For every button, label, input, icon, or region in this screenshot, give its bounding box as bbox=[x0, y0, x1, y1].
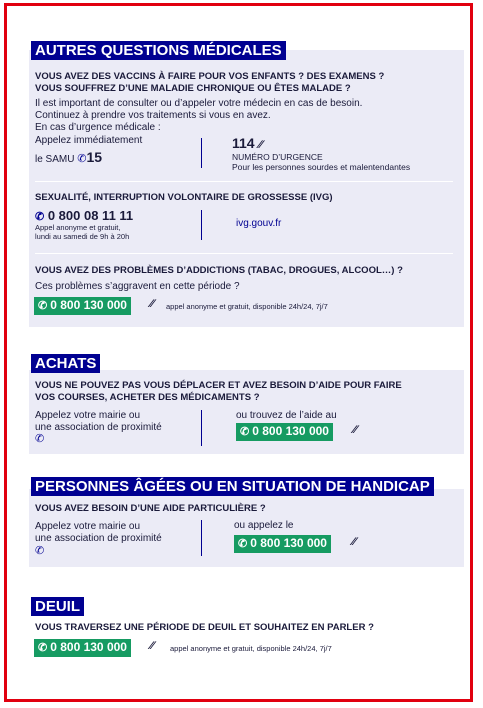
phone-icon: ✆ bbox=[35, 545, 45, 557]
handicap-right-text: ou appelez le bbox=[234, 520, 294, 531]
phone-icon: ✆ bbox=[77, 153, 87, 165]
divider-horizontal bbox=[35, 253, 453, 254]
deaf-ear-icon: ∕∕ bbox=[150, 640, 154, 652]
achats-number-button[interactable]: ✆ 0 800 130 000 bbox=[236, 423, 333, 441]
handicap-number-button[interactable]: ✆ 0 800 130 000 bbox=[234, 535, 331, 553]
divider-vertical bbox=[201, 210, 202, 240]
ivg-number[interactable]: ✆ 0 800 08 11 11 bbox=[35, 208, 134, 223]
deaf-ear-icon: ∕∕ bbox=[150, 298, 154, 310]
medical-paragraph-line3: En cas d’urgence médicale : bbox=[35, 122, 161, 133]
handicap-left-line2: une association de proximité bbox=[35, 533, 162, 544]
addiction-text: Ces problèmes s’aggravent en cette période ? bbox=[35, 281, 240, 292]
deuil-question: VOUS TRAVERSEZ UNE PÉRIODE DE DEUIL ET SOUHAITEZ EN PARLER ? bbox=[35, 622, 374, 633]
achats-left-line1: Appelez votre mairie ou bbox=[35, 410, 141, 421]
section-title-deuil: DEUIL bbox=[31, 597, 84, 616]
samu-number[interactable]: 15 bbox=[86, 149, 103, 165]
divider-horizontal bbox=[35, 181, 453, 182]
section-title-achats: ACHATS bbox=[31, 354, 100, 373]
deuil-number-button[interactable]: ✆ 0 800 130 000 bbox=[34, 639, 131, 657]
deaf-ear-icon: ∕∕ bbox=[352, 536, 356, 548]
achats-right-text: ou trouvez de l’aide au bbox=[236, 410, 337, 421]
achats-left-line2: une association de proximité bbox=[35, 422, 162, 433]
handicap-left-line1: Appelez votre mairie ou bbox=[35, 521, 141, 532]
ivg-title: SEXUALITÉ, INTERRUPTION VOLONTAIRE DE GROSSESSE (IVG) bbox=[35, 192, 333, 203]
phone-icon: ✆ bbox=[35, 211, 45, 223]
divider-vertical bbox=[201, 520, 202, 556]
achats-question-line2: VOS COURSES, ACHETER DES MÉDICAMENTS ? bbox=[35, 392, 260, 403]
phone-icon: ✆ bbox=[240, 426, 250, 438]
medical-paragraph-line1: Il est important de consulter ou d’appeler votre médecin en cas de besoin. bbox=[35, 98, 363, 109]
samu-text-line2 bbox=[35, 151, 102, 166]
urgence-number[interactable]: 114 ∕∕ bbox=[232, 135, 263, 151]
handicap-question: VOUS AVEZ BESOIN D’UNE AIDE PARTICULIÈRE ? bbox=[35, 503, 266, 514]
addiction-note: appel anonyme et gratuit, disponible 24h/24, 7j/7 bbox=[166, 302, 328, 311]
divider-vertical bbox=[201, 410, 202, 446]
ivg-link[interactable]: ivg.gouv.fr bbox=[236, 218, 282, 229]
deuil-note: appel anonyme et gratuit, disponible 24h/24, 7j/7 bbox=[170, 644, 332, 653]
addiction-title: VOUS AVEZ DES PROBLÈMES D’ADDICTIONS (TABAC, DROGUES, ALCOOL…) ? bbox=[35, 265, 403, 276]
divider-vertical bbox=[201, 138, 202, 168]
section-title-handicap: PERSONNES ÂGÉES OU EN SITUATION DE HANDICAP bbox=[31, 477, 434, 496]
deaf-ear-icon: ∕∕ bbox=[258, 139, 263, 151]
question-vaccins-line1: VOUS AVEZ DES VACCINS À FAIRE POUR VOS ENFANTS ? DES EXAMENS ? bbox=[35, 71, 385, 82]
phone-icon: ✆ bbox=[38, 300, 48, 312]
achats-question-line1: VOUS NE POUVEZ PAS VOUS DÉPLACER ET AVEZ BESOIN D’AIDE POUR FAIRE bbox=[35, 380, 402, 391]
section-deuil bbox=[29, 609, 464, 666]
phone-icon: ✆ bbox=[38, 642, 48, 654]
phone-icon: ✆ bbox=[238, 538, 248, 550]
urgence-label: NUMÉRO D’URGENCE bbox=[232, 152, 323, 162]
phone-icon: ✆ bbox=[35, 433, 45, 445]
deaf-ear-icon: ∕∕ bbox=[353, 424, 357, 436]
medical-paragraph-line2: Continuez à prendre vos traitements si vous en avez. bbox=[35, 110, 271, 121]
ivg-note-line1: Appel anonyme et gratuit, bbox=[35, 223, 121, 232]
addiction-number-button[interactable]: ✆ 0 800 130 000 bbox=[34, 297, 131, 315]
samu-label: le SAMU bbox=[35, 154, 75, 165]
question-vaccins-line2: VOUS SOUFFREZ D’UNE MALADIE CHRONIQUE OU ÊTES MALADE ? bbox=[35, 83, 351, 94]
samu-text-line1: Appelez immédiatement bbox=[35, 135, 143, 146]
urgence-sub: Pour les personnes sourdes et malentendantes bbox=[232, 162, 411, 172]
section-title-medical: AUTRES QUESTIONS MÉDICALES bbox=[31, 41, 286, 60]
ivg-note-line2: lundi au samedi de 9h à 20h bbox=[35, 232, 130, 241]
